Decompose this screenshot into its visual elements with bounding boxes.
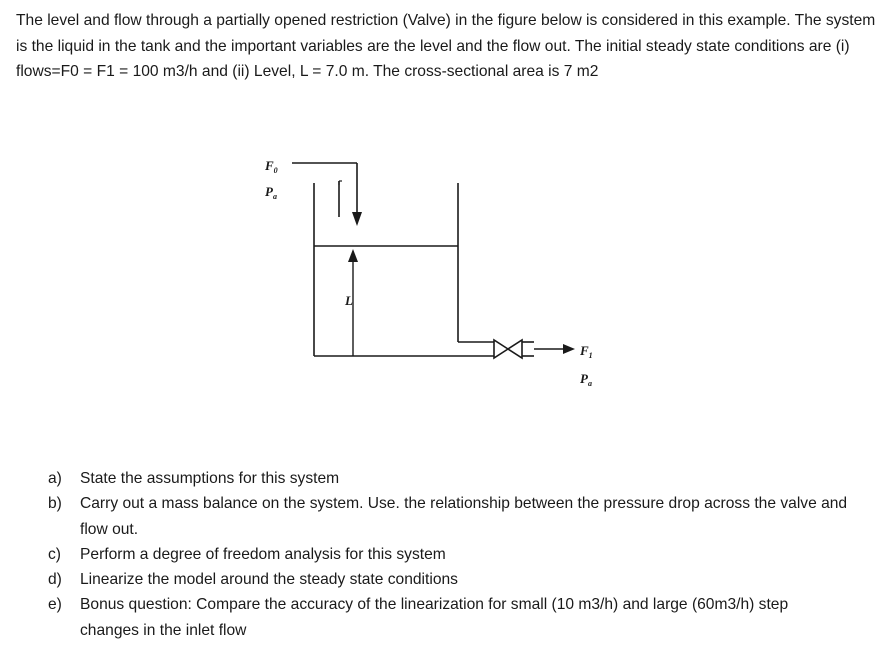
question-list [48, 466, 848, 643]
problem-statement: The level and flow through a partially opened restriction (Valve) in the figure below is considered in this example. The system is the liquid in the tank and the important variables are the level and the flow out. The initial steady state conditions are (i) flows=F0 = F1 = 100 m3/h and (ii) Level, L = 7.0 m. The cross-sectional area is 7 m2 [16, 12, 876, 80]
outlet-pressure-label: $P_a$ [580, 371, 592, 388]
level-dimension-arrow [348, 249, 358, 262]
question-text: Perform a degree of freedom analysis for this system [80, 545, 446, 563]
outlet-flow-label: $F_1$ [580, 343, 593, 360]
question-item [48, 491, 848, 542]
inlet-flow-arrow [352, 212, 362, 226]
question-marker: a) [48, 470, 62, 487]
question-text: Linearize the model around the steady state conditions [80, 571, 458, 589]
question-marker: d) [48, 571, 62, 589]
valve-icon [494, 340, 522, 358]
question-item [48, 466, 848, 491]
level-label: L [345, 293, 353, 308]
question-marker: c) [48, 545, 61, 563]
question-text: Carry out a mass balance on the system. Use. the relationship between the pressure drop across the valve and flow out. [80, 495, 848, 538]
question-item [48, 592, 848, 643]
question-text: State the assumptions for this system [80, 470, 340, 487]
question-marker: b) [48, 495, 62, 513]
outlet-flow-arrow [563, 344, 575, 354]
question-marker: e) [48, 596, 62, 614]
inlet-pressure-label: $P_a$ [265, 184, 277, 201]
inlet-flow-label: $F_0$ [265, 158, 278, 175]
question-item [48, 567, 848, 592]
question-item [48, 542, 848, 567]
question-text: Bonus question: Compare the accuracy of the linearization for small (10 m3/h) and large (60m3/h) step changes in the inlet flow [80, 596, 789, 639]
